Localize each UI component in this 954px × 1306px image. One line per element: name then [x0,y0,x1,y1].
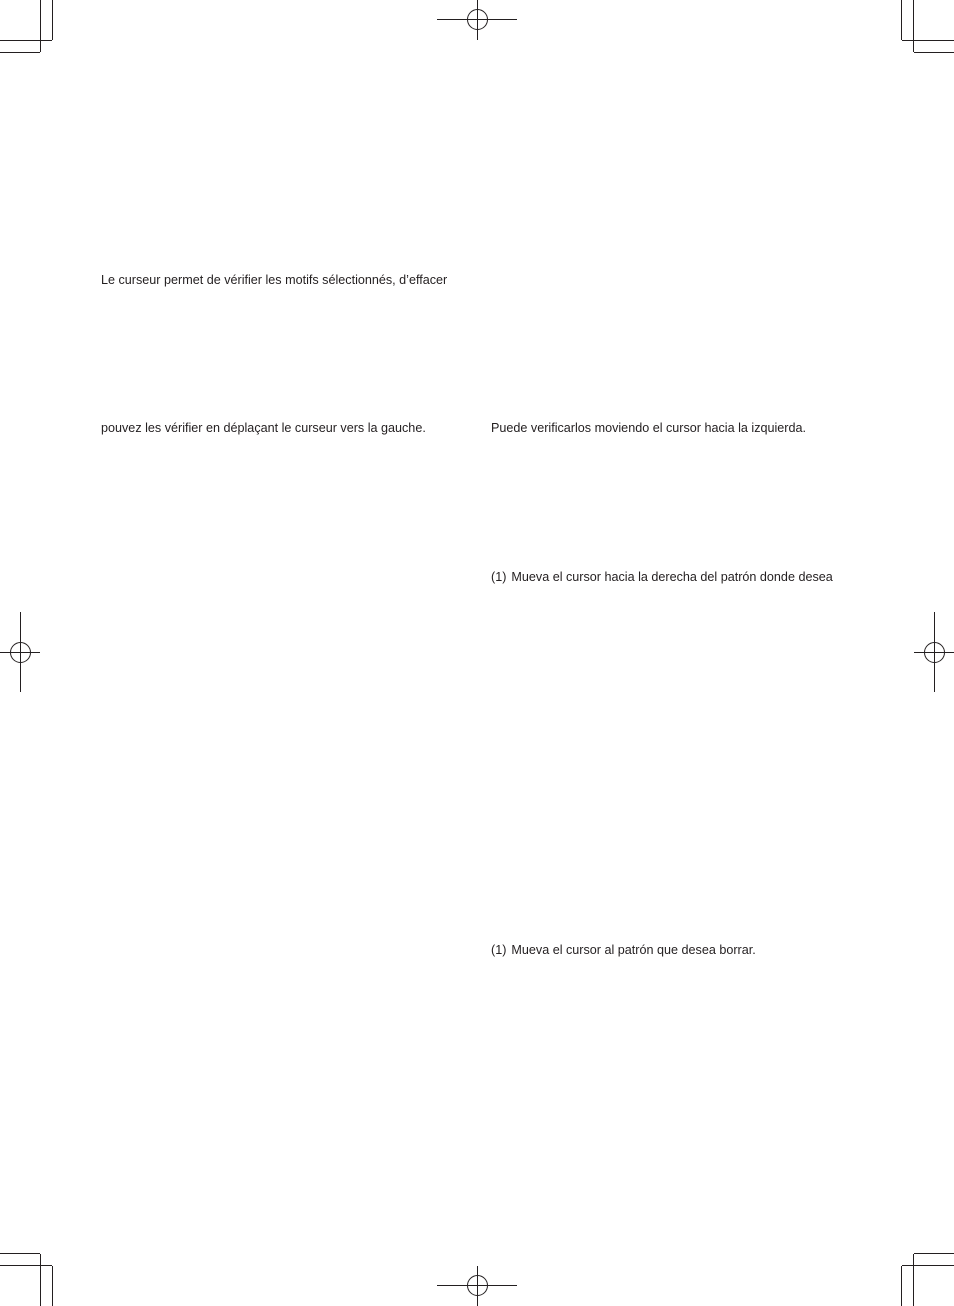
step-number: (1) [491,943,507,957]
step-number: (1) [491,570,507,584]
step-text: Mueva el cursor al patrón que desea borrar. [511,943,756,957]
french-text-line-1: Le curseur permet de vérifier les motifs sélectionnés, d’effacer [101,273,448,287]
step-text: Mueva el cursor hacia la derecha del patrón donde desea [511,570,833,584]
crop-mark-bottom-right [902,1254,954,1306]
registration-mark-right [914,612,954,692]
crop-mark-top-left [0,0,53,53]
french-text-line-2: pouvez les vérifier en déplaçant le curseur vers la gauche. [101,421,426,435]
registration-mark-top [437,0,517,40]
spanish-step-b [491,942,756,958]
crop-mark-top-right [902,0,954,53]
crop-mark-bottom-left [0,1254,53,1306]
spanish-step-a [491,569,833,585]
registration-mark-bottom [437,1266,517,1306]
spanish-text-line-1: Puede verificarlos moviendo el cursor hacia la izquierda. [491,421,807,435]
registration-mark-left [0,612,40,692]
